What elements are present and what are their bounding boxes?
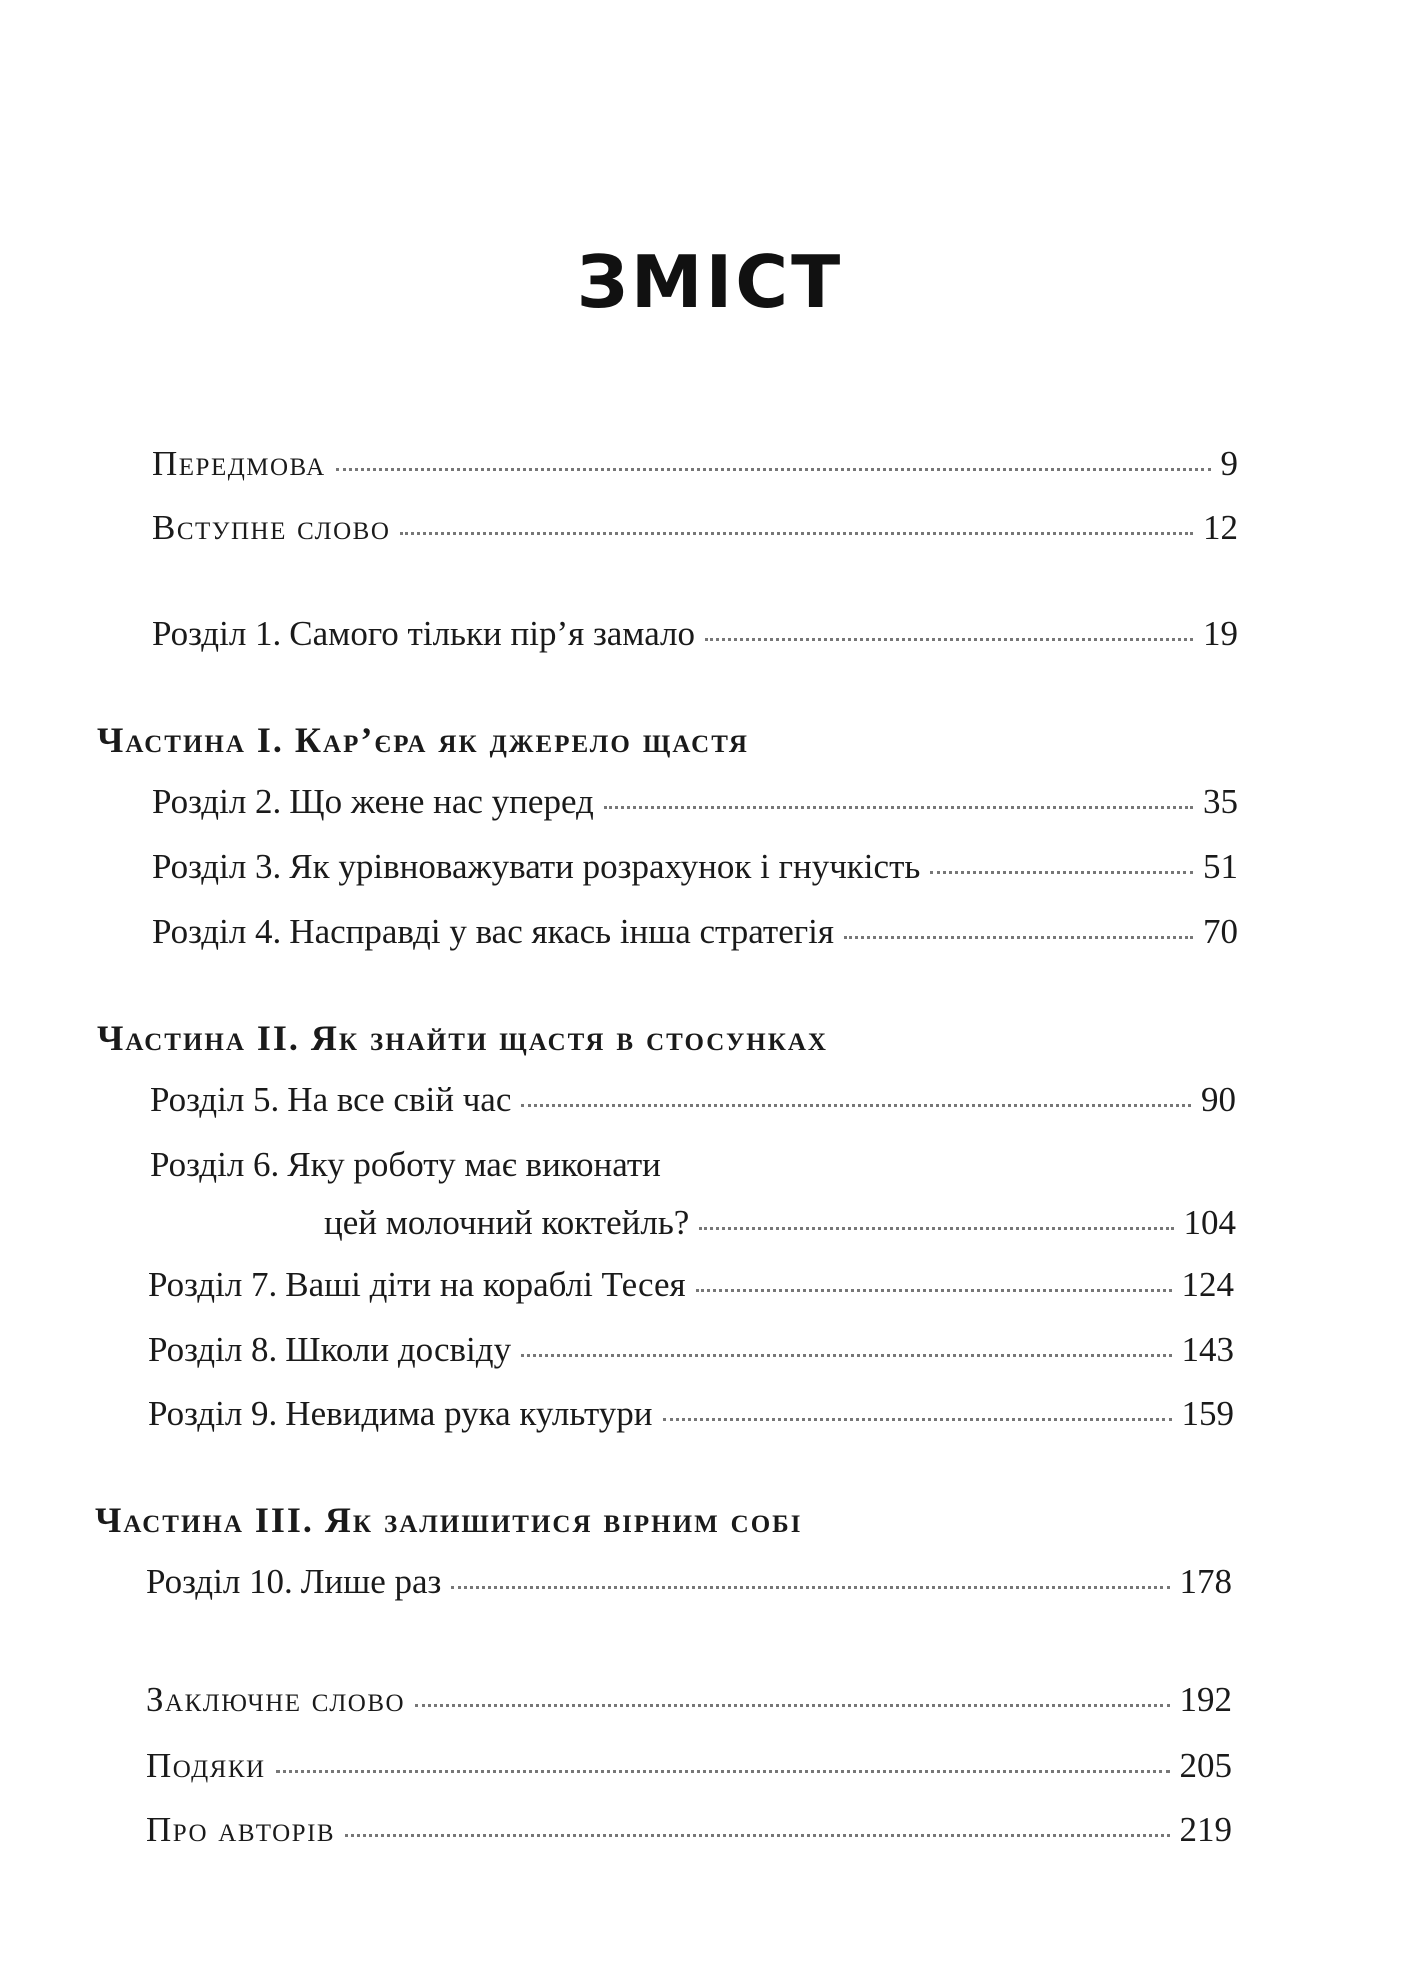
toc-page-number: 70 — [1203, 912, 1238, 951]
page-title: ЗМІСТ — [576, 240, 844, 324]
toc-page-number: 205 — [1179, 1746, 1232, 1785]
chapter-prefix: Розділ 4. — [152, 912, 282, 951]
toc-entry-continuation — [324, 1201, 1236, 1245]
toc-page-number: 143 — [1181, 1330, 1234, 1369]
chapter-title: Як урівноважувати розрахунок і гнучкість — [289, 847, 921, 886]
dot-leader — [699, 1227, 1173, 1230]
toc-page-number: 104 — [1183, 1203, 1236, 1242]
dot-leader — [930, 871, 1193, 874]
dot-leader — [705, 638, 1193, 641]
toc-entry-chapter-9[interactable] — [148, 1392, 1234, 1436]
toc-page-number: 51 — [1203, 847, 1238, 886]
toc-entry-label: Подяки — [146, 1746, 266, 1785]
chapter-prefix: Розділ 2. — [152, 782, 282, 821]
toc-entry-label — [152, 780, 594, 824]
toc-entry-chapter-3[interactable] — [152, 845, 1238, 889]
chapter-title: Лише раз — [300, 1562, 442, 1601]
toc-entry-label: Заключне слово — [146, 1680, 406, 1719]
toc-entry-introduction[interactable] — [152, 506, 1238, 550]
toc-entry-afterword[interactable] — [146, 1678, 1232, 1722]
toc-page-number: 9 — [1220, 444, 1238, 483]
toc-entry-chapter-7[interactable] — [148, 1263, 1234, 1307]
toc-page-number: 124 — [1181, 1265, 1234, 1304]
chapter-prefix: Розділ 8. — [148, 1330, 278, 1369]
chapter-title: Що жене нас уперед — [289, 782, 594, 821]
toc-entry-label — [152, 612, 695, 656]
dot-leader — [276, 1770, 1170, 1773]
chapter-prefix: Розділ 1. — [152, 614, 282, 653]
chapter-title: На все свій час — [287, 1080, 512, 1119]
toc-entry-label — [148, 1263, 686, 1307]
toc-page-number: 178 — [1179, 1562, 1232, 1601]
toc-page-number: 35 — [1203, 782, 1238, 821]
toc-entry-label — [150, 1143, 1236, 1187]
dot-leader — [336, 468, 1211, 471]
chapter-prefix: Розділ 7. — [148, 1265, 278, 1304]
toc-entry-label — [150, 1078, 511, 1122]
toc-page-number: 192 — [1179, 1680, 1232, 1719]
dot-leader — [521, 1104, 1191, 1107]
chapter-title: Невидима рука культури — [285, 1394, 653, 1433]
toc-entry-label: Про авторів — [146, 1810, 336, 1849]
toc-entry-foreword[interactable] — [152, 442, 1238, 486]
toc-entry-label: Вступне слово — [152, 508, 391, 547]
toc-entry-label — [148, 1392, 653, 1436]
chapter-title: Самого тільки пір’я замало — [289, 614, 696, 653]
toc-entry-label — [152, 845, 920, 889]
toc-entry-label — [152, 910, 834, 954]
part-heading: Частина II. Як знайти щастя в стосунках — [97, 1018, 828, 1058]
chapter-prefix: Розділ 9. — [148, 1394, 278, 1433]
toc-entry-chapter-4[interactable] — [152, 910, 1238, 954]
chapter-prefix: Розділ 3. — [152, 847, 282, 886]
dot-leader — [451, 1586, 1169, 1589]
dot-leader — [844, 936, 1193, 939]
chapter-prefix: Розділ 10. — [146, 1562, 293, 1601]
dot-leader — [415, 1704, 1169, 1707]
toc-entry-about-authors[interactable] — [146, 1808, 1232, 1852]
part-heading: Частина III. Як залишитися вірним собі — [95, 1500, 803, 1540]
toc-entry-chapter-5[interactable] — [150, 1078, 1236, 1122]
toc-entry-chapter-10[interactable] — [146, 1560, 1232, 1604]
chapter-prefix: Розділ 6. — [150, 1145, 280, 1184]
chapter-title: Насправді у вас якась інша стратегія — [289, 912, 834, 951]
part-heading: Частина I. Кар’єра як джерело щастя — [97, 720, 749, 760]
dot-leader — [696, 1289, 1172, 1292]
toc-page-number: 219 — [1179, 1810, 1232, 1849]
toc-entry-chapter-6[interactable] — [150, 1143, 1236, 1242]
toc-entry-acknowledgements[interactable] — [146, 1744, 1232, 1788]
dot-leader — [604, 806, 1193, 809]
toc-entry-label: Передмова — [152, 444, 326, 483]
toc-entry-chapter-2[interactable] — [152, 780, 1238, 824]
toc-entry-label — [146, 1560, 441, 1604]
dot-leader — [400, 532, 1193, 535]
chapter-prefix: Розділ 5. — [150, 1080, 280, 1119]
chapter-title: Яку роботу має виконати — [287, 1145, 661, 1184]
dot-leader — [663, 1418, 1172, 1421]
toc-entry-chapter-8[interactable] — [148, 1328, 1234, 1372]
toc-page-number: 159 — [1181, 1394, 1234, 1433]
toc-page-number: 19 — [1203, 614, 1238, 653]
toc-entry-label — [148, 1328, 511, 1372]
chapter-title-continuation: цей молочний коктейль? — [324, 1203, 690, 1242]
chapter-title: Школи досвіду — [285, 1330, 512, 1369]
toc-page-number: 90 — [1201, 1080, 1236, 1119]
toc-page-number: 12 — [1203, 508, 1238, 547]
dot-leader — [345, 1834, 1169, 1837]
dot-leader — [521, 1354, 1171, 1357]
chapter-title: Ваші діти на кораблі Тесея — [285, 1265, 686, 1304]
toc-entry-chapter-1[interactable] — [152, 612, 1238, 656]
